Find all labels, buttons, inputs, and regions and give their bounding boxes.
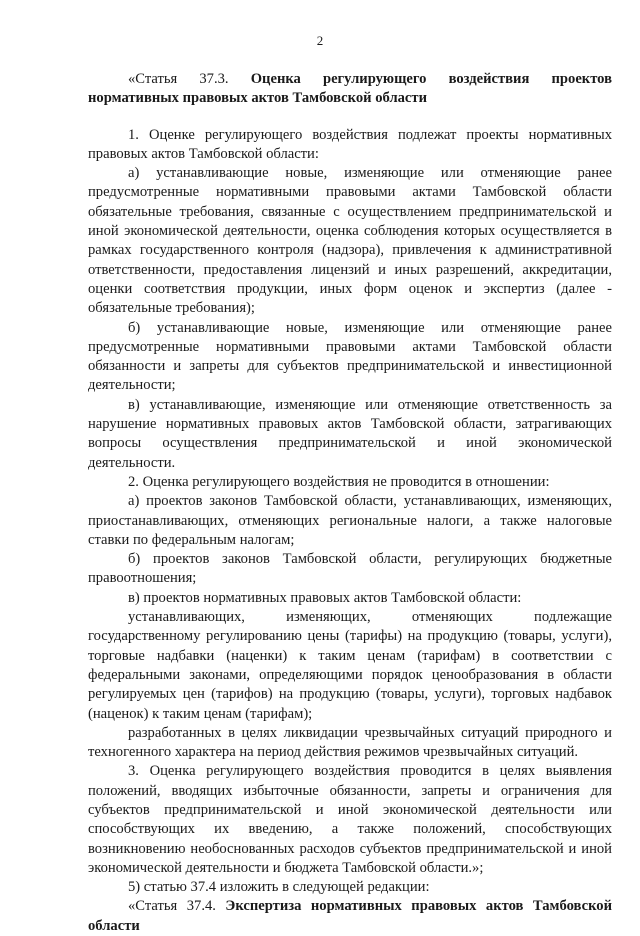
paragraph-1c: в) устанавливающие, изменяющие или отменяющие ответственность за нарушение нормативных правовых актов Тамбовской области, затрагивающих вопросы осуществления предпринимательской и иной экономической деятельности. <box>88 396 612 471</box>
paragraph-2c-prices: устанавливающих, изменяющих, отменяющих подлежащие государственному регулированию цены (тарифы) на продукцию (товары, услуги), торговые надбавки (наценки) к таким ценам (тарифам) в соответствии с федеральными законами, определяющими порядок ценообразования в области регулируемых цен (тарифов) на продукцию (товары, услуги), торговых надбавок (наценок) к таким ценам (тарифам); <box>88 609 612 722</box>
paragraph-3: 3. Оценка регулирующего воздействия проводится в целях выявления положений, вводящих избыточные обязанности, запреты и ограничения для субъектов предпринимательской и иной экономической деятельности или способствующих их введению, а также положений, способствующих возникновению необоснованных расходов субъектов предпринимательской и иной экономической деятельности и бюджета Тамбовской области.»; <box>88 763 612 876</box>
article-37-3-title: Оценка регулирующего воздействия проектов нормативных правовых актов Тамбовской области <box>88 71 612 107</box>
article-37-3-heading <box>88 70 612 109</box>
article-37-4-prefix: «Статья 37.4. <box>128 898 216 915</box>
article-37-4-title: Экспертиза нормативных правовых актов Тамбовской области <box>88 898 612 934</box>
document-body <box>88 70 612 936</box>
paragraph-2a: а) проектов законов Тамбовской области, устанавливающих, изменяющих, приостанавливающих, отменяющих региональные налоги, а также налоговые ставки по федеральным налогам; <box>88 493 612 548</box>
paragraph-1a: а) устанавливающие новые, изменяющие или отменяющие ранее предусмотренные нормативными правовыми актами Тамбовской области обязательные требования, связанные с осуществлением предпринимательской и иной экономической деятельности, оценка соблюдения которых осуществляется в рамках государственного контроля (надзора), привлечения к административной ответственности, предоставления лицензий и иных разрешений, аккредитации, оценки соответствия продукции, иных форм оценок и экспертиз (далее - обязательные требования); <box>88 165 612 317</box>
page-number: 2 <box>316 33 324 48</box>
paragraph-2c: в) проектов нормативных правовых актов Тамбовской области: <box>128 589 522 606</box>
paragraph-5: 5) статью 37.4 изложить в следующей редакции: <box>128 879 430 896</box>
paragraph-1b: б) устанавливающие новые, изменяющие или отменяющие ранее предусмотренные нормативными правовыми актами Тамбовской области обязанности и запреты для субъектов предпринимательской и инвестиционной деятельности; <box>88 319 612 394</box>
heading-gap <box>88 109 612 126</box>
paragraph-2: 2. Оценка регулирующего воздействия не проводится в отношении: <box>128 473 550 490</box>
paragraph-1: 1. Оценке регулирующего воздействия подлежат проекты нормативных правовых актов Тамбовской области: <box>88 126 612 162</box>
article-37-3-prefix: «Статья 37.3. <box>128 71 229 87</box>
paragraph-2c-emergency: разработанных в целях ликвидации чрезвычайных ситуаций природного и техногенного характера на период действия режимов чрезвычайных ситуаций. <box>88 724 612 761</box>
article-37-4-heading <box>88 897 612 936</box>
paragraph-2b: б) проектов законов Тамбовской области, регулирующих бюджетные правоотношения; <box>88 551 612 587</box>
